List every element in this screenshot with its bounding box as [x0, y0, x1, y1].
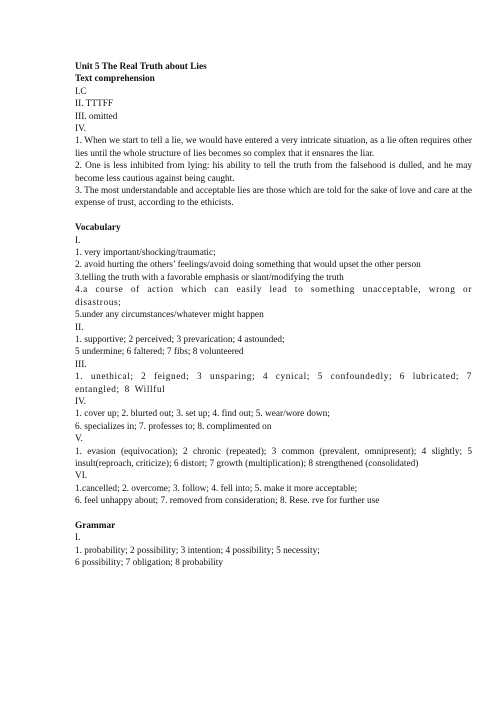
tc-iv-item-2: 2. One is less inhibited from lying: his ability to tell the truth from the falsehood is dulled, and he may become less cautious against being caught.: [75, 161, 472, 184]
grammar-i-line-2: 6 possibility; 7 obligation; 8 probability: [75, 558, 223, 569]
vocab-v-answers: 1. evasion (equivocation); 2 chronic (repeated); 3 common (prevalent, omnipresent); 4 slightly; 5 insult(reproach, criticize); 6 distort; 7 growth (multiplication); 8 strengthened (consolidated): [75, 446, 472, 469]
vocab-i-item-1: 1. very important/shocking/traumatic;: [75, 248, 216, 259]
unit-title: Unit 5 The Real Truth about Lies: [75, 62, 207, 72]
vocab-label-vi: VI.: [75, 471, 88, 482]
grammar-i-line-1: 1. probability; 2 possibility; 3 intention; 4 possibility; 5 necessity;: [75, 545, 320, 556]
vocab-ii-line-1: 1. supportive; 2 perceived; 3 prevarication; 4 astounded;: [75, 334, 285, 345]
vocab-label-v: V.: [75, 434, 83, 445]
section-heading-vocabulary: Vocabulary: [75, 223, 121, 234]
tc-answer-iii: III. omitted: [75, 111, 118, 122]
grammar-label-i: I.: [75, 533, 81, 544]
section-heading-grammar: Grammar: [75, 521, 116, 531]
vocab-label-iii: III.: [75, 359, 87, 370]
vocab-vi-line-1: 1.cancelled; 2. overcome; 3. follow; 4. fell into; 5. make it more acceptable;: [75, 483, 358, 494]
vocab-ii-line-2: 5 undermine; 6 faltered; 7 fibs; 8 volunteered: [75, 347, 244, 358]
vocab-vi-line-2: 6. feel unhappy about; 7. removed from consideration; 8. Rese. rve for further use: [75, 496, 380, 507]
vocab-i-item-3: 3.telling the truth with a favorable emphasis or slant/modifying the truth: [75, 272, 344, 283]
tc-iv-item-1: 1. When we start to tell a lie, we would have entered a very intricate situation, as a lie often requires other lies until the whole structure of lies becomes so complex that it ensnares the liar.: [75, 136, 472, 159]
vocab-i-item-5: 5.under any circumstances/whatever might happen: [75, 310, 264, 321]
vocab-i-item-2: 2. avoid hurting the others’ feelings/avoid doing something that would upset the other person: [75, 260, 421, 271]
section-heading-text-comprehension: Text comprehension: [75, 74, 155, 85]
vocab-iv-line-1: 1. cover up; 2. blurted out; 3. set up; 4. find out; 5. wear/wore down;: [75, 409, 330, 420]
vocab-iii-answers: 1. unethical; 2 feigned; 3 unsparing; 4 cynical; 5 confoundedly; 6 lubricated; 7 entangled; 8 Willful: [75, 372, 472, 395]
tc-label-iv: IV.: [75, 124, 86, 135]
vocab-label-iv: IV.: [75, 396, 86, 407]
tc-answer-i: I.C: [75, 86, 87, 97]
vocab-i-item-4: 4.a course of action which can easily lead to something unacceptable, wrong or disastrous;: [75, 285, 472, 308]
vocab-label-ii: II.: [75, 322, 84, 333]
tc-answer-ii: II. TTTFF: [75, 99, 114, 110]
tc-iv-item-3: 3. The most understandable and acceptable lies are those which are told for the sake of love and care at the expense of trust, according to the ethicists.: [75, 186, 472, 209]
vocab-label-i: I.: [75, 235, 81, 246]
vocab-iv-line-2: 6. specializes in; 7. professes to; 8. complimented on: [75, 421, 272, 432]
